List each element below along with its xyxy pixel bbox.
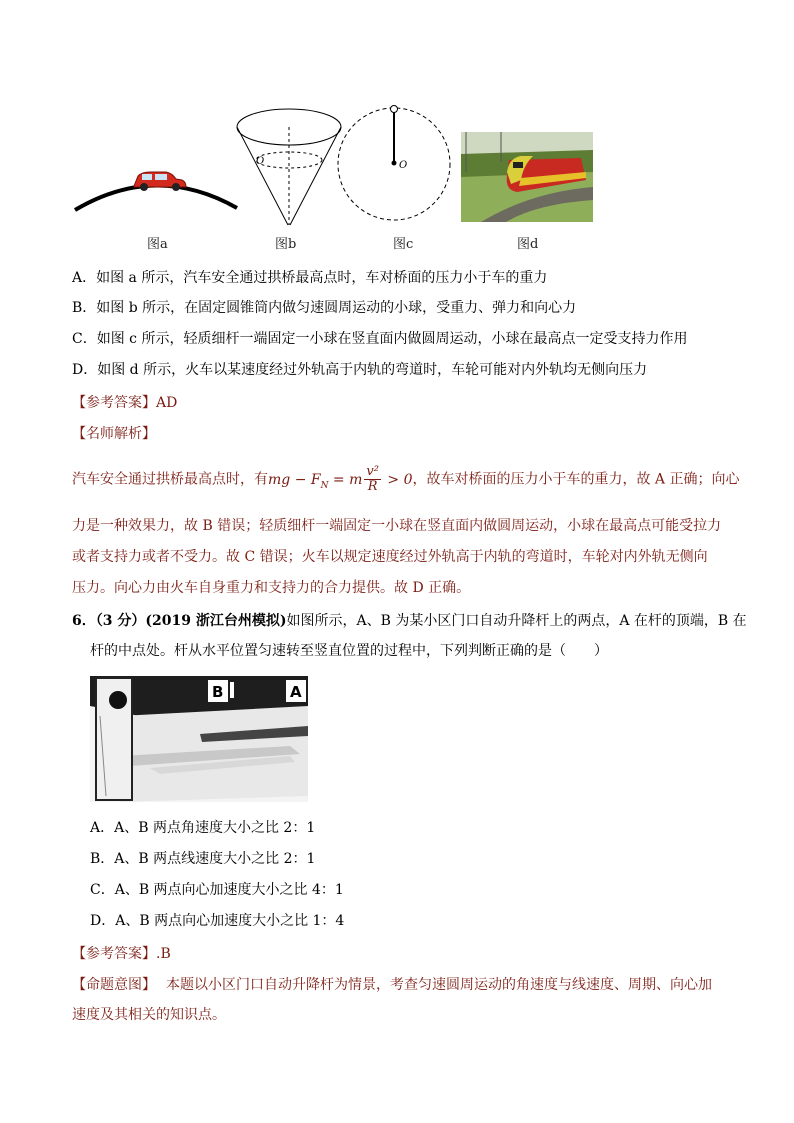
q5-answer-value: AD — [156, 395, 178, 411]
q5-analysis-line-4: 压力。向心力由火车自身重力和支持力的合力提供。故 D 正确。 — [72, 580, 471, 596]
q5-answer-label: 【参考答案】 — [72, 395, 156, 411]
q6-option-a: A．A、B 两点角速度大小之比 2：1 — [90, 820, 316, 836]
q6-stem-line-2: 杆的中点处。杆从水平位置匀速转至竖直位置的过程中，下列判断正确的是（ ） — [90, 643, 608, 659]
car-icon — [134, 172, 186, 191]
q6-photo-label-b: B — [212, 683, 224, 701]
q6-answer — [72, 944, 171, 964]
q6-photo-label-a: A — [290, 683, 302, 701]
figure-d-caption: 图d — [517, 237, 539, 252]
q5-answer — [72, 393, 177, 413]
q6-answer-label: 【参考答案】 — [72, 946, 156, 962]
q5-analysis-line-3: 或者支持力或者不受力。故 C 错误；火车以规定速度经过外轨高于内轨的弯道时，车轮对内外轨无侧向 — [72, 549, 708, 565]
figure-d-train-photo — [461, 132, 593, 222]
formula-fraction — [364, 465, 381, 494]
figure-c-label-o: O — [399, 160, 408, 171]
q6-source: (2019 浙江台州模拟) — [145, 613, 287, 629]
figure-b-cone — [234, 105, 344, 230]
formula-sub: N — [320, 480, 329, 491]
q6-score: （3 分） — [95, 613, 146, 629]
q5-analysis-line-1 — [72, 465, 740, 495]
figure-b-label-o: O — [256, 156, 265, 167]
q5-analysis-label: 【名师解析】 — [72, 426, 156, 442]
q5-option-c: C．如图 c 所示，轻质细杆一端固定一小球在竖直面内做圆周运动，小球在最高点一定受支持力作用 — [72, 331, 688, 347]
figure-c-caption: 图c — [393, 237, 414, 252]
q5-option-a: A．如图 a 所示，汽车安全通过拱桥最高点时，车对桥面的压力小于车的重力 — [72, 270, 548, 286]
q6-intent-line-1 — [72, 975, 712, 995]
figure-b-caption: 图b — [275, 237, 297, 252]
formula-right: > 0 — [382, 471, 413, 488]
q5-analysis-text-1a: 汽车安全通过拱桥最高点时，有 — [72, 471, 268, 488]
q6-intent-line-2: 速度及其相关的知识点。 — [72, 1007, 226, 1023]
q6-stem-text-1: 如图所示，A、B 为某小区门口自动升降杆上的两点，A 在杆的顶端，B 在 — [286, 613, 747, 629]
q6-number: 6． — [72, 613, 96, 629]
q6-intent-text-1: 本题以小区门口自动升降杆为情景，考查匀速圆周运动的角速度与线速度、周期、向心加 — [166, 977, 712, 993]
q6-option-b: B．A、B 两点线速度大小之比 2：1 — [90, 851, 316, 867]
q5-formula — [268, 464, 413, 494]
q5-option-b: B．如图 b 所示，在固定圆锥筒内做匀速圆周运动的小球，受重力、弹力和向心力 — [72, 300, 577, 316]
formula-left: mg − F — [268, 471, 321, 488]
q6-barrier-gate-photo — [90, 676, 308, 802]
q5-analysis-text-1b: ，故车对桥面的压力小于车的重力，故 A 正确；向心 — [412, 471, 740, 488]
formula-eq: = m — [328, 471, 363, 488]
formula-numerator: v² — [366, 464, 379, 479]
q5-analysis-line-2: 力是一种效果力，故 B 错误；轻质细杆一端固定一小球在竖直面内做圆周运动，小球在最高点可能受拉力 — [72, 518, 722, 534]
figure-a-caption: 图a — [147, 237, 168, 252]
figure-c-vertical-circle — [336, 102, 456, 227]
q6-answer-value: .B — [156, 946, 171, 962]
q6-intent-label: 【命题意图】 — [72, 977, 156, 993]
q6-stem-line-1 — [72, 611, 747, 631]
q6-option-d: D．A、B 两点向心加速度大小之比 1：4 — [90, 913, 345, 929]
q6-option-c: C．A、B 两点向心加速度大小之比 4：1 — [90, 882, 344, 898]
q5-option-d: D．如图 d 所示，火车以某速度经过外轨高于内轨的弯道时，车轮可能对内外轨均无侧向压力 — [72, 362, 648, 378]
figure-a-arch-bridge — [72, 160, 240, 220]
formula-denominator: R — [367, 479, 378, 494]
